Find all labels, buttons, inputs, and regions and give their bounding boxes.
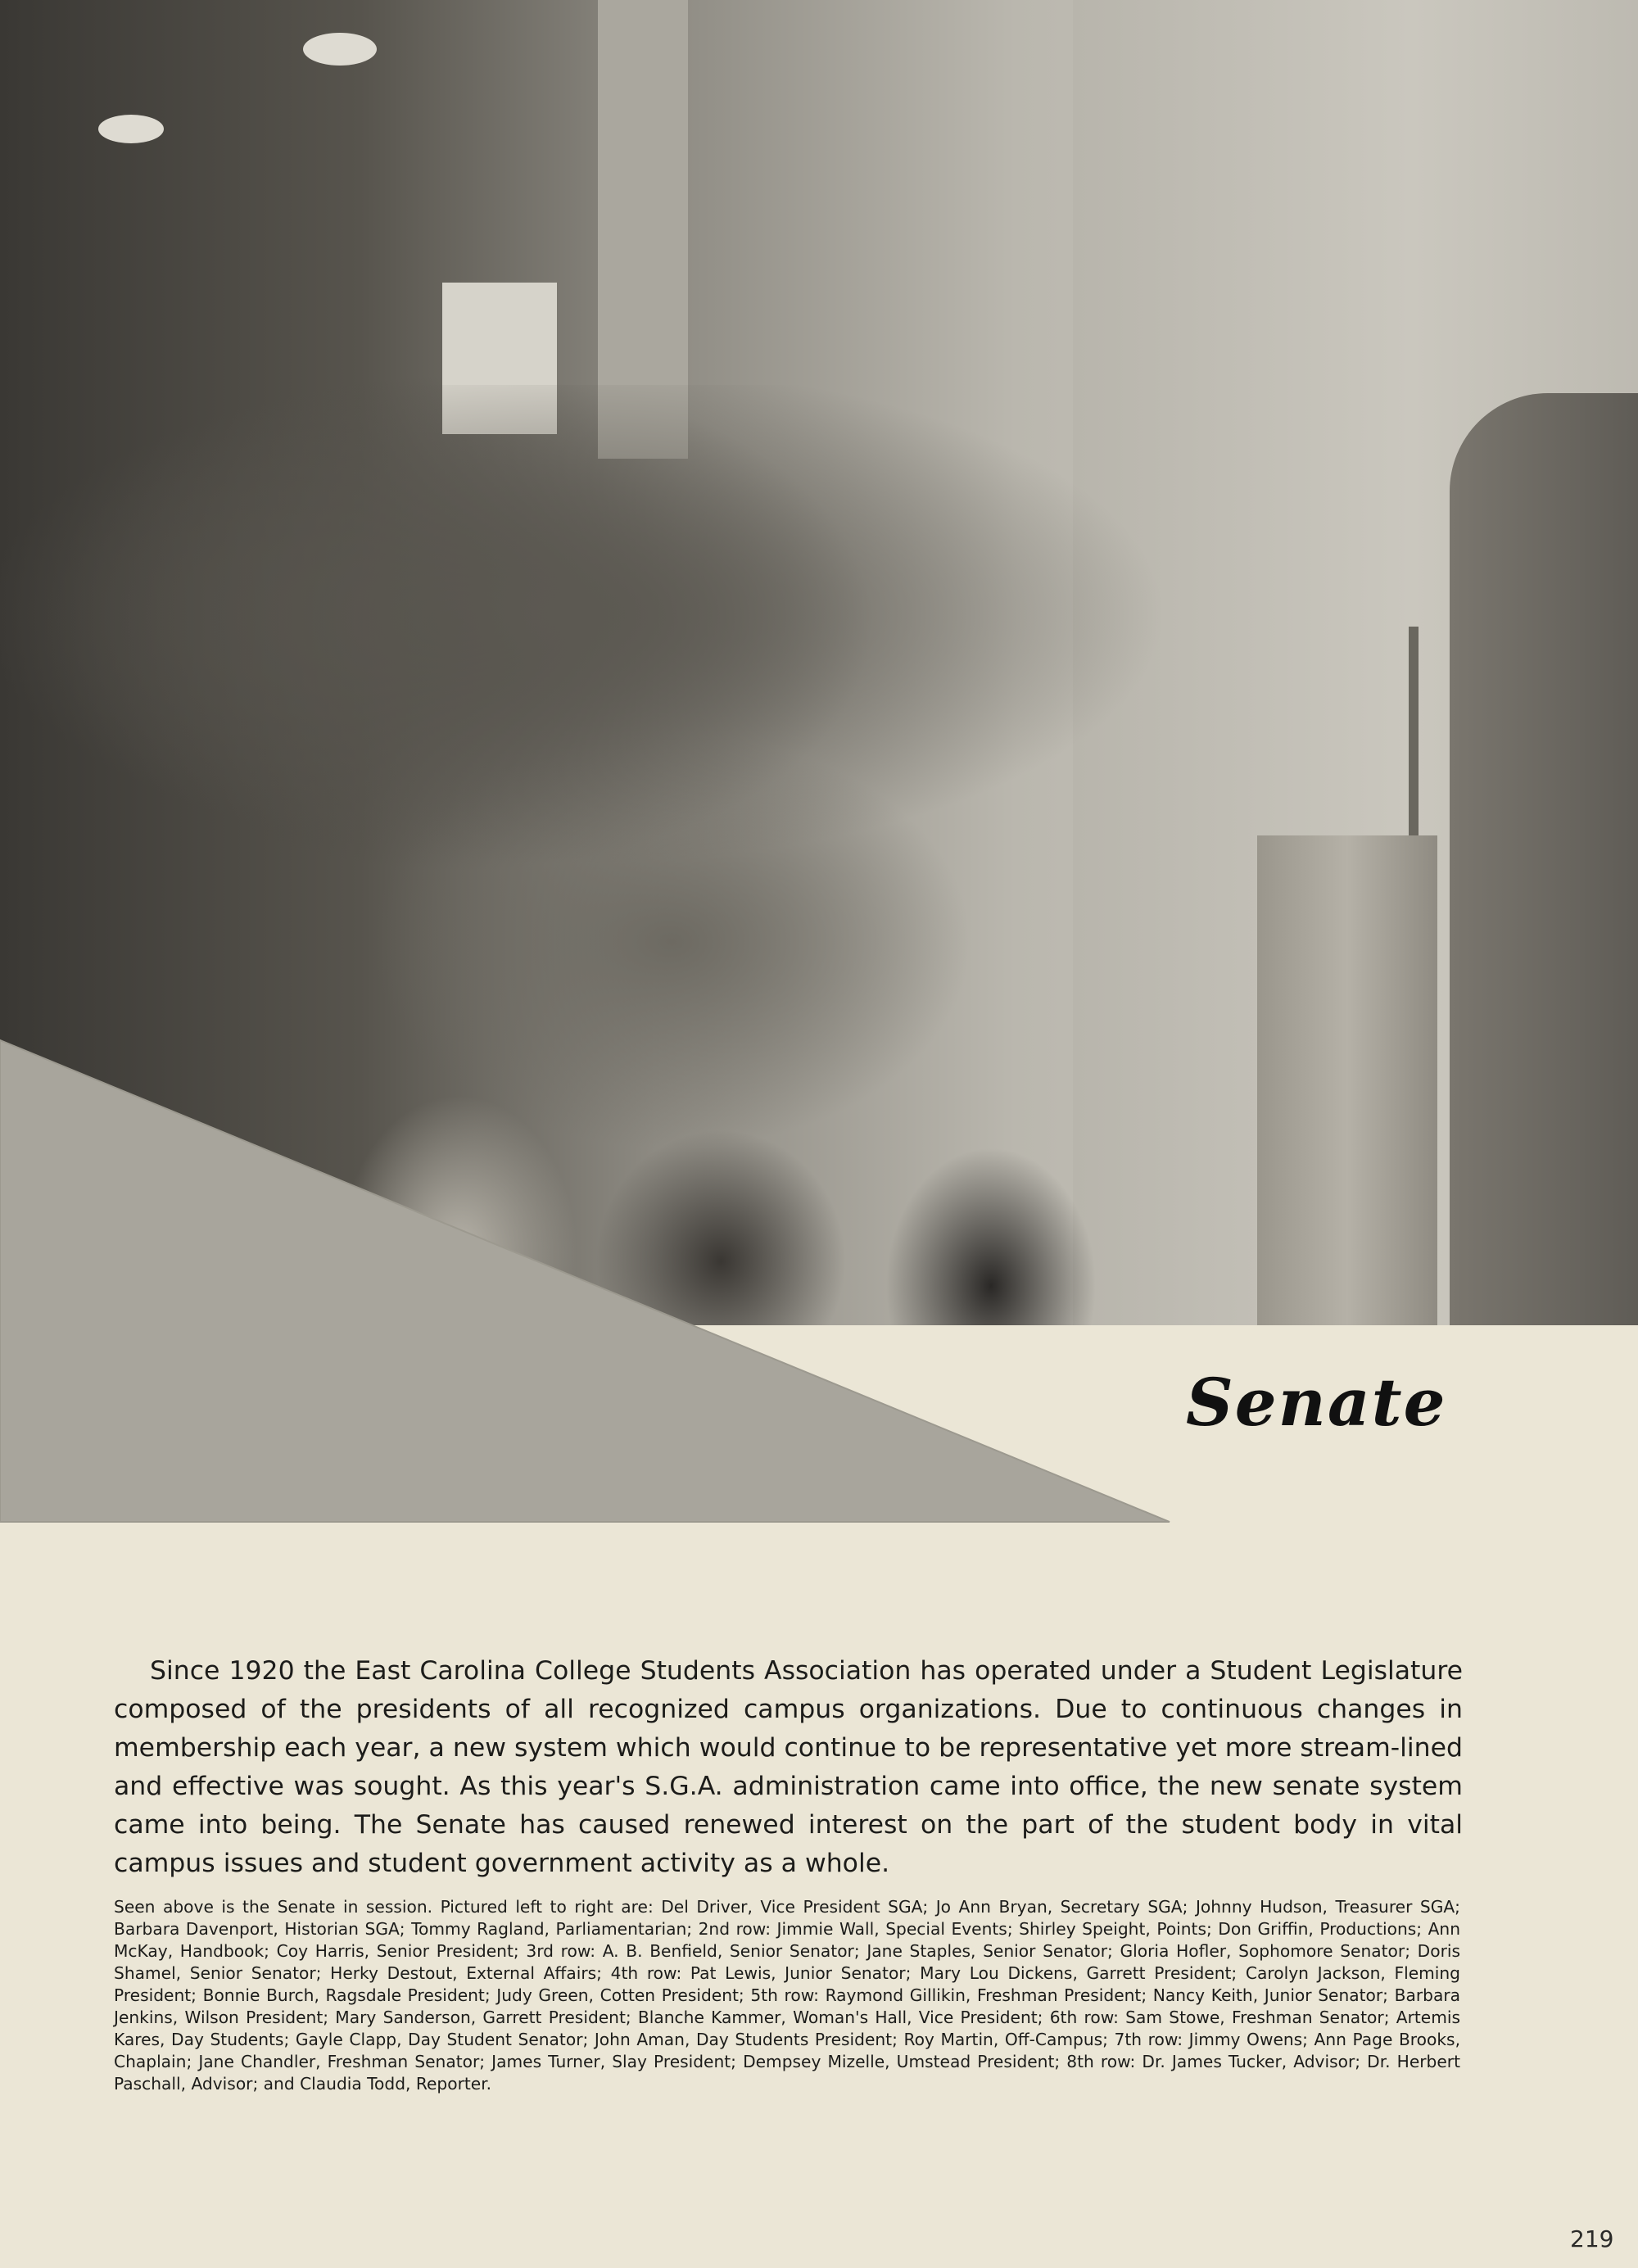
page-number: 219 [1570, 2225, 1614, 2252]
body-paragraph: Since 1920 the East Carolina College Students Association has operated under a Student Legislature composed of the presidents of all recognized campus organizations. Due to continuous changes in membership each year, a new system which would continue to be representative yet more stream-lined and effective was sought. As this year's S.G.A. administration came into office, the new senate system came into being. The Senate has caused renewed interest on the part of the student body in vital campus issues and student government activity as a whole. [114, 1655, 1463, 1878]
photo-microphone [1409, 627, 1419, 840]
ceiling-lamp [98, 115, 164, 143]
page-title: Senate [1186, 1364, 1447, 1441]
photo-caption: Seen above is the Senate in session. Pictured left to right are: Del Driver, Vice President SGA; Jo Ann Bryan, Secretary SGA; Johnny Hudson, Treasurer SGA; Barbara Davenport, Historian SGA; Tommy Ragland, Parliamentarian; 2nd row: Jimmie Wall, Special Events; Shirley Speight, Points; Don Griffin, Productions; Ann McKay, Handbook; Coy Harris, Senior President; 3rd row: A. B. Benfield, Senior Senator; Jane Staples, Senior Senator; Gloria Hofler, Sophomore Senator; Doris Shamel, Senior Senator; Herky Destout, External Affairs; 4th row: Pat Lewis, Junior Senator; Mary Lou Dickens, Garrett President; Carolyn Jackson, Fleming President; Bonnie Burch, Ragsdale President; Judy Green, Cotten President; 5th row: Raymond Gillikin, Freshman President; Nancy Keith, Junior Senator; Barbara Jenkins, Wilson President; Mary Sanderson, Garrett President; Blanche Kammer, Woman's Hall, Vice President; 6th row: Sam Stowe, Freshman Senator; Artemis Kares, Day Students; Gayle Clapp, Day Student Senator; John Aman, Day Students President; Roy Martin, Off-Campus; 7th row: Jimmy Owens; Ann Page Brooks, Chaplain; Jane Chandler, Freshman Senator; James Turner, Slay President; Dempsey Mizelle, Umstead President; 8th row: Dr. James Tucker, Advisor; Dr. Herbert Paschall, Advisor; and Claudia Todd, Reporter. [114, 1897, 1460, 2094]
ceiling-lamp [303, 33, 377, 66]
photo-speaker [1450, 393, 1638, 1325]
photo-audience [0, 385, 1278, 1325]
photo-podium [1257, 835, 1437, 1325]
